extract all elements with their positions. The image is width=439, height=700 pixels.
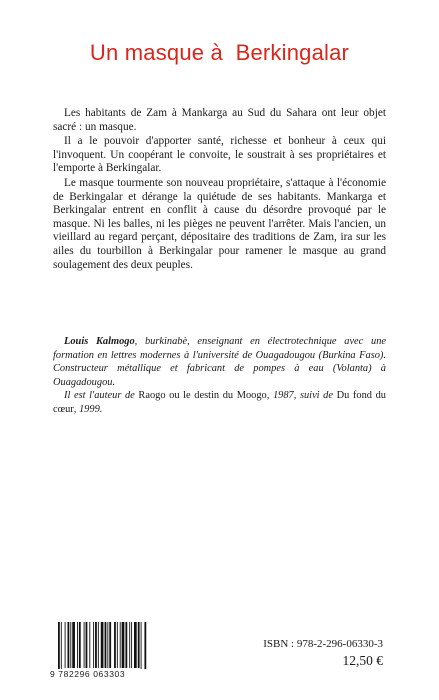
barcode-bar [70,622,71,668]
isbn: ISBN : 978-2-296-06330-3 [263,638,383,650]
barcode-bar [79,622,81,668]
works-prefix: Il est l'auteur de [64,390,139,402]
barcode-bar [86,622,88,668]
price: 12,50 € [342,653,383,668]
author-bio-paragraph [53,335,386,389]
barcode-bars [50,622,176,672]
barcode-bar [89,622,90,668]
barcode-bar [120,622,121,668]
barcode-bar [93,622,94,668]
barcode-bar [95,622,97,668]
barcode-bar [72,622,75,668]
author-name: Louis Kalmogo [64,336,135,347]
barcode-bar [117,622,118,668]
work-title-2: Du fond du cœur [53,390,386,415]
barcode-bar [61,622,62,672]
barcode-bar [144,622,146,672]
summary-paragraph: Il a le pouvoir d'apporter santé, richesse et bonheur à ceux qui l'invoquent. Un coopérant le convoite, le soustrait à ses propriétaires et l'emporte à Berkingalar. [53,135,386,175]
barcode-bar [138,622,140,668]
author-bio [53,335,386,417]
barcode-bar [131,622,132,668]
barcode-bar [122,622,125,668]
author-works-paragraph [53,389,386,416]
barcode-bar [58,622,60,672]
barcode-bar [65,622,66,668]
barcode-bar [98,622,99,668]
summary-paragraph: Le masque tourmente son nouveau propriétaire, s'attaque à l'économie de Berkingalar et dérange la quiétude de ses habitants. Mankarga et Berkingalar entrent en conflit à cause du désordre provoqué par le masque. Ni les balles, ni les pièges ne peuvent l'arrêter. Mais l'ancien, un vieillard au regard perçant, dépositaire des traditions de Zam, ira sur les ailes du tourbillon à Berkingalar pour ramener le masque au grand soulagement des deux peuples. [53,176,386,271]
barcode-bar [77,622,78,668]
barcode-bar [84,622,85,668]
barcode-digits: 9 782296 063303 [50,669,176,679]
barcode-bar [134,622,137,668]
barcode-bar [105,622,107,668]
book-title: Un masque à Berkingalar [89,40,350,65]
back-cover-summary [53,107,386,272]
barcode [50,622,176,680]
barcode-bar [141,622,142,672]
barcode-bar [107,622,108,668]
author-bio-text: , burkinabè, enseignant en électrotechnique avec une formation en lettres modernes à l'université de Ouagadougou (Burkina Faso). Constructeur métallique et fabricant de pompes à eau (Volanta) à Ouagadougou. [53,336,387,388]
barcode-bar [129,622,130,668]
barcode-bar [114,622,116,668]
barcode-bar [101,622,104,668]
barcode-bar [68,622,70,668]
summary-paragraph: Les habitants de Zam à Mankarga au Sud du Sahara ont leur objet sacré : un masque. [53,107,386,133]
work-year-1: , 1987, suivi de [266,390,337,402]
barcode-bar [125,622,127,668]
work-year-2: , 1999. [73,403,103,415]
work-title-1: Raogo ou le destin du Moogo [138,390,267,402]
barcode-bar [109,622,111,668]
